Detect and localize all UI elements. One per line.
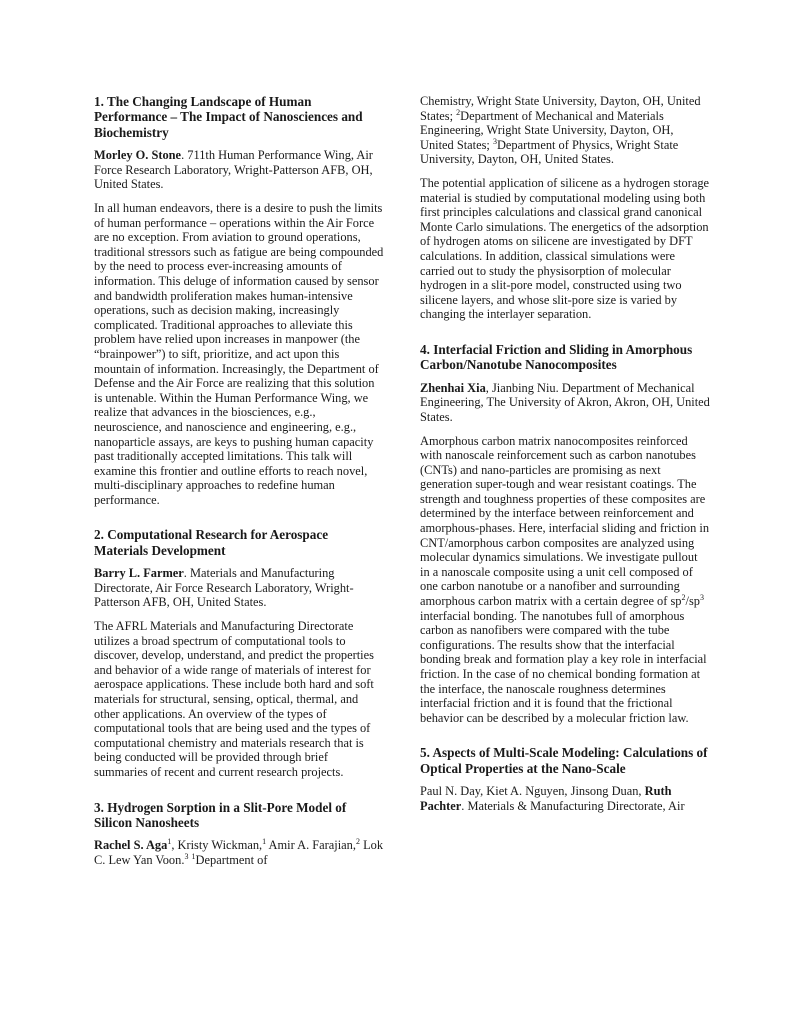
abstract-1-body: In all human endeavors, there is a desire to push the limits of human performance – operations within the Air Force are no exception. From aviation to ground operations, traditional stressors such as fatigue are being compounded by the need to process ever-increasing amounts of information. This deluge of information caused by sensor and bandwidth proliferation makes human-intensive operations, such as decision making, increasingly complicated. Traditional approaches to alleviate this problem have relied upon increases in manpower (the “brainpower”) to sift, prioritize, and act upon this mountain of information. Increasingly, the Department of Defense and the Air Force are realizing that this solution is untenable. Within the Human Performance Wing, we realize that advances in the biosciences, e.g., neuroscience, and nanoscience and engineering, e.g., nanoparticle assays, are keys to pushing human capacity past traditionally accepted limitations. This talk will examine this frontier and outline efforts to reach novel, multi-disciplinary approaches to redefine human performance. [94,201,384,507]
abstract-4-title: 4. Interfacial Friction and Sliding in Amorphous Carbon/Nanotube Nanocomposites [420,341,693,373]
abstract-3-authors [94,838,384,867]
abstract-3-title: 3. Hydrogen Sorption in a Slit-Pore Model of Silicon Nanosheets [94,799,347,830]
sup-3: 2 [355,837,360,847]
affil-1: Chemistry, Wright State University, Dayton, OH, United States; [420,94,701,123]
author-3: Amir A. Farajian, [266,838,356,853]
abstract-1-author: Morley O. Stone [94,148,182,163]
abstract-2-title: 2. Computational Research for Aerospace Materials Development [94,527,329,558]
sup-1: 1 [167,837,172,847]
abstract-3-continued [420,94,710,322]
abstract-4-authors [420,381,710,425]
sup-2: 1 [262,837,267,847]
affil-sup-2: 2 [456,107,461,117]
sup-4: 3 [184,851,189,861]
abstract-5-author-bold: Ruth Pachter [420,784,672,813]
abstract-1-title: 1. The Changing Landscape of Human Performance – The Impact of Nanosciences and Biochemistry [94,94,363,140]
abstract-4 [420,342,710,725]
abstract-3-affiliations [420,94,710,167]
abstract-5 [420,745,710,813]
abstract-5-affiliation: . Materials & Manufacturing Directorate, Air [461,798,685,813]
abstract-2-author: Barry L. Farmer [94,566,184,581]
abstract-5-authors [420,784,710,813]
abstract-4-affiliation: , Jianbing Niu. Department of Mechanical Engineering, The University of Akron, Akron, OH, United States. [420,380,710,424]
sup-5: 1 [191,851,196,861]
abstract-5-title: 5. Aspects of Multi-Scale Modeling: Calculations of Optical Properties at the Nano-Scale [420,745,708,776]
abstract-3-author-1: Rachel S. Aga [94,838,168,853]
body-part-1: Amorphous carbon matrix nanocomposites reinforced with nanoscale reinforcement such as carbon nanotubes (CNTs) and nano-particles are promising as next generation super-tough and wear resistant coatings. The strength and toughness properties of these composites are determined by the interface between reinforcement and amorphous-phases. Here, interfacial sliding and friction in CNT/amorphous carbon composites are analyzed using molecular dynamics simulations. We investigate pullout in a nanoscale composite using a unit cell composed of one carbon nanotube or a nanofiber and surrounding amorphous carbon matrix with a certain degree of sp [420,433,710,609]
sp3-sup: 3 [699,592,704,602]
affil-3: Department of Physics, Wright State University, Dayton, OH, United States. [420,137,679,167]
abstract-5-authors-plain: Paul N. Day, Kiet A. Nguyen, Jinsong Duan, [420,784,645,799]
abstract-2-authors [94,566,384,610]
sp-slash: /sp [685,594,700,609]
author-2: , Kristy Wickman, [171,838,263,853]
affiliation-start: Department of [195,853,268,867]
abstract-2-body: The AFRL Materials and Manufacturing Directorate utilizes a broad spectrum of computational tools to discover, develop, understand, and predict the properties and behavior of a wide range of materials of interest for aerospace applications. These include both hard and soft materials for structural, sensing, optical, thermal, and other applications. An overview of the types of computational tools that are being used and the types of computational chemistry and materials research that is being conducted will be provided through brief summaries of recent and current research projects. [94,619,374,779]
affil-sup-3: 3 [492,136,497,146]
abstract-2 [94,527,384,779]
author-4: Lok C. Lew Yan Voon. [94,838,384,867]
abstract-4-body [420,434,710,726]
abstract-1-authors [94,148,384,192]
abstract-3-body: The potential application of silicene as a hydrogen storage material is studied by computational modeling using both first principles calculations and classical grand canonical Monte Carlo simulations. The energetics of the adsorption of hydrogen atoms on silicene are investigated by DFT calculations. In addition, classical simulations were carried out to study the physisorption of molecular hydrogen in a slit-pore model, constructed using two silicene layers, and whose slit-pore size is varied by changing the interlayer separation. [420,175,710,322]
left-column [94,94,384,888]
right-column [420,94,710,833]
abstract-2-affiliation: . Materials and Manufacturing Directorate, Air Force Research Laboratory, Wright-Patterson AFB, OH, United States. [94,566,354,610]
body-part-2: interfacial bonding. The nanotubes full of amorphous carbon as nanofibers were compared with the tube configurations. The results show that the interfacial bonding break and formation play a key role in interfacial friction. In the case of no chemical bonding formation at the interface, the nanoscale roughness determines interfacial friction and it is found that the frictional behavior can be described by a molecular friction law. [420,608,707,725]
abstract-3 [94,800,384,868]
sp2-sup: 2 [681,592,686,602]
abstract-1 [94,94,384,507]
abstract-4-author: Zhenhai Xia [420,380,486,395]
abstract-1-affiliation: . 711th Human Performance Wing, Air Force Research Laboratory, Wright-Patterson AFB, OH, United States. [94,148,373,192]
affil-2: Department of Mechanical and Materials Engineering, Wright State University, Dayton, OH, United States; [420,108,674,152]
